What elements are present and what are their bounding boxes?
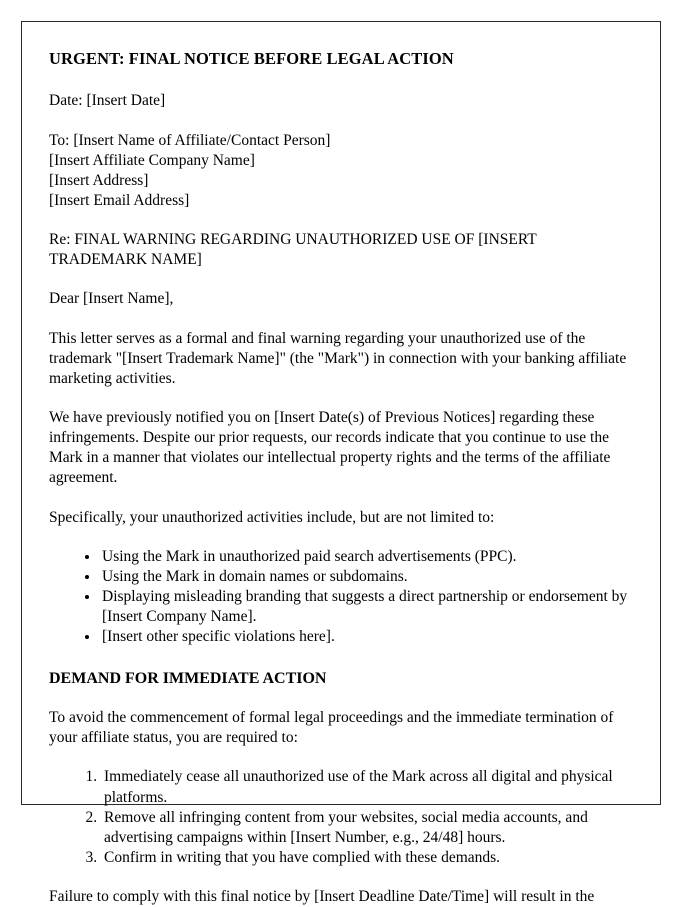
demands-list (49, 767, 634, 868)
demand-intro: To avoid the commencement of formal legal proceedings and the immediate termination of your affiliate status, you are required to: (49, 709, 614, 747)
demand-section-heading: DEMAND FOR IMMEDIATE ACTION (49, 670, 327, 688)
list-item: • Using the Mark in domain names or subdomains. (100, 567, 634, 587)
list-item: • Using the Mark in unauthorized paid search advertisements (PPC). (100, 547, 634, 567)
violations-list (49, 547, 634, 648)
recipient-to-line: To: [Insert Name of Affiliate/Contact Person] (49, 131, 331, 149)
date-line: Date: [Insert Date] (49, 92, 166, 110)
page-title: URGENT: FINAL NOTICE BEFORE LEGAL ACTION (49, 49, 454, 68)
violations-intro: Specifically, your unauthorized activities include, but are not limited to: (49, 508, 495, 526)
recipient-company-line: [Insert Affiliate Company Name] (49, 151, 255, 169)
list-item: 1. Immediately cease all unauthorized use of the Mark across all digital and physical platforms. (101, 767, 634, 807)
closing-paragraph: Failure to comply with this final notice by [Insert Deadline Date/Time] will result in the (49, 888, 595, 906)
recipient-email-line: [Insert Email Address] (49, 192, 190, 209)
list-item: 3. Confirm in writing that you have complied with these demands. (101, 848, 634, 868)
document-body (22, 22, 660, 907)
list-item: • Displaying misleading branding that suggests a direct partnership or endorsement by [Insert Company Name]. (100, 587, 634, 627)
salutation: Dear [Insert Name], (49, 290, 174, 308)
document-page (21, 21, 661, 906)
body-paragraph-2: We have previously notified you on [Insert Date(s) of Previous Notices] regarding these infringements. Despite our prior requests, our records indicate that you continue to use the Mark in a manner that violates our intellectual property rights and the terms of the affiliate agreement. (49, 408, 611, 487)
body-paragraph-1: This letter serves as a formal and final warning regarding your unauthorized use of the trademark "[Insert Trademark Name]" (the "Mark") in connection with your banking affiliate marketing activities. (49, 329, 627, 387)
recipient-address-block (49, 131, 634, 212)
subject-line: Re: FINAL WARNING REGARDING UNAUTHORIZED USE OF [INSERT TRADEMARK NAME] (49, 231, 537, 269)
list-item: • [Insert other specific violations here]. (100, 627, 634, 647)
recipient-address-line: [Insert Address] (49, 171, 149, 189)
list-item: 2. Remove all infringing content from your websites, social media accounts, and advertising campaigns within [Insert Number, e.g., 24/48] hours. (101, 808, 634, 848)
